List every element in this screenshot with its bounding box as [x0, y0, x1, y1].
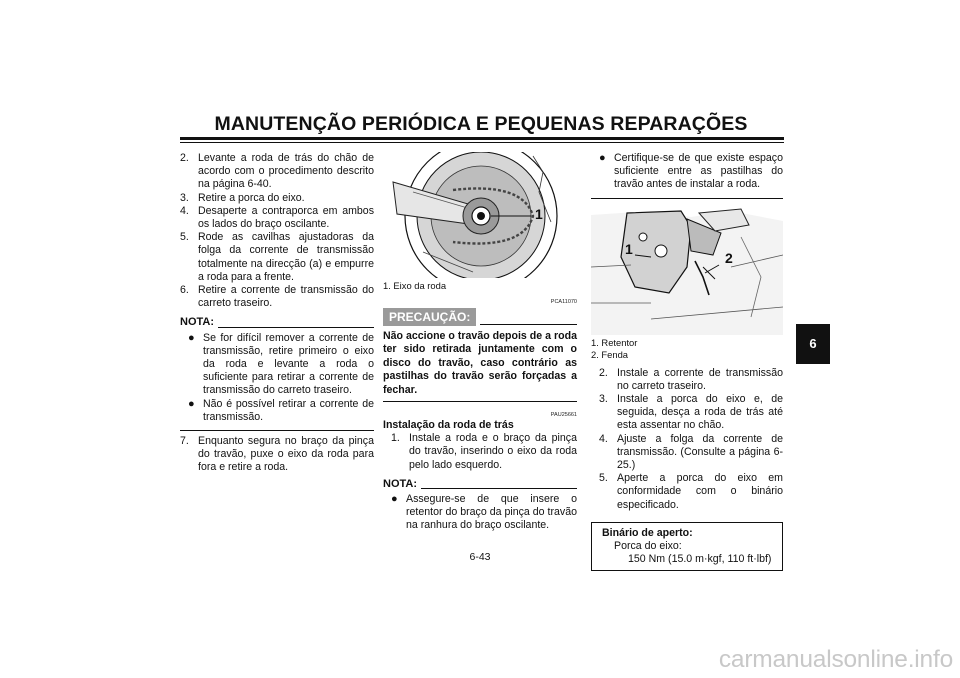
middle-column — [383, 152, 577, 533]
caliper-illustration — [591, 207, 783, 335]
steps-list — [599, 367, 783, 512]
steps-list — [180, 435, 374, 475]
nota-list — [391, 493, 577, 533]
figure-caption — [591, 337, 783, 361]
step-text: Instale a roda e o braço da pinça do travão, inserindo o eixo da roda pelo lado esquerdo. — [409, 432, 577, 471]
nota-heading — [180, 316, 374, 329]
torque-value: 150 Nm (15.0 m·kgf, 110 ft·lbf) — [628, 553, 772, 566]
step-number: 4. — [180, 204, 189, 217]
header-rule — [180, 137, 784, 140]
nota-list — [599, 152, 783, 192]
step-item — [599, 433, 783, 473]
step-text: Instale a corrente de transmissão no carreto traseiro. — [617, 366, 783, 392]
step-number: 6. — [180, 284, 189, 297]
rear-wheel-figure — [383, 152, 577, 278]
step-item — [180, 205, 374, 231]
nota-end-rule — [180, 430, 374, 431]
step-number: 4. — [599, 432, 608, 445]
steps-list — [180, 152, 374, 310]
step-text: Enquanto segura no braço da pinça do travão, puxe o eixo da roda para fora e retire a roda. — [198, 435, 374, 474]
nota-list — [188, 332, 374, 424]
bullet-item — [188, 398, 374, 424]
step-item — [180, 192, 374, 205]
step-item — [180, 231, 374, 284]
figure-callout-1: 1 — [625, 240, 633, 257]
step-text: Instale a porca do eixo e, de seguida, desça a roda de trás até esta assentar no chão. — [617, 393, 783, 432]
step-item — [391, 432, 577, 472]
bullet-item — [188, 332, 374, 398]
header-rule-thin — [180, 142, 784, 143]
bullet-icon: ● — [391, 493, 398, 506]
caliper-figure — [591, 207, 783, 335]
step-number: 2. — [599, 366, 608, 379]
step-text: Rode as cavilhas ajustadoras da folga da corrente de transmissão totalmente na direcção (a) e empurre a roda para a frente. — [198, 231, 374, 283]
caution-end-rule — [383, 401, 577, 402]
figure-caption — [383, 280, 577, 292]
bullet-text: Não é possível retirar a corrente de transmissão. — [203, 397, 374, 423]
step-item — [180, 152, 374, 192]
chapter-tab: 6 — [796, 324, 830, 364]
torque-box — [591, 522, 783, 572]
right-column — [591, 152, 783, 571]
step-text: Retire a corrente de transmissão do carreto traseiro. — [198, 284, 374, 310]
bullet-text: Se for difícil remover a corrente de transmissão, retire primeiro o eixo da roda e levante a roda o suficiente para retirar a corrente de transmissão do carreto traseiro. — [203, 331, 374, 397]
torque-item: Porca do eixo: — [614, 540, 682, 553]
nota-heading — [383, 478, 577, 491]
step-number: 3. — [180, 191, 189, 204]
step-item — [180, 284, 374, 310]
bullet-icon: ● — [188, 397, 195, 410]
step-text: Levante a roda de trás do chão de acordo com o procedimento descrito na página 6-40. — [198, 152, 374, 191]
left-column — [180, 152, 374, 475]
caption-item: 1. Retentor — [591, 336, 638, 348]
nota-label: NOTA: — [180, 316, 215, 329]
step-text: Desaperte a contraporca em ambos os lados do braço oscilante. — [198, 204, 374, 231]
bullet-item — [391, 493, 577, 533]
bullet-text: Certifique-se de que existe espaço suficiente entre as pastilhas do travão antes de instalar a roda. — [614, 152, 783, 191]
step-number: 3. — [599, 393, 608, 406]
bullet-icon: ● — [188, 331, 195, 344]
section-code: PAU25661 — [550, 412, 577, 419]
bullet-end-rule — [591, 198, 783, 199]
caution-text: Não accione o travão depois de a roda ter sido retirada juntamente com o disco do travão, caso contrário as pastilhas do travão serão forçadas a fechar. — [383, 330, 577, 396]
nota-label: NOTA: — [383, 477, 418, 490]
figure-callout-2: 2 — [725, 249, 733, 266]
step-number: 5. — [180, 231, 189, 244]
step-number: 1. — [391, 432, 400, 445]
steps-list — [391, 432, 577, 472]
page-title: MANUTENÇÃO PERIÓDICA E PEQUENAS REPARAÇÕES — [214, 113, 748, 135]
page-number: 6-43 — [469, 551, 491, 563]
rear-axle-illustration — [383, 152, 577, 278]
step-number: 7. — [180, 435, 189, 448]
bullet-text: Assegure-se de que insere o retentor do braço da pinça do travão na ranhura do braço oscilante. — [406, 493, 577, 532]
step-number: 2. — [180, 152, 189, 164]
step-item — [599, 472, 783, 512]
torque-title: Binário de aperto: — [602, 526, 693, 539]
step-item — [599, 367, 783, 393]
caption-item: 2. Fenda — [591, 348, 629, 360]
step-text: Ajuste a folga da corrente de transmissão. (Consulte a página 6-25.) — [617, 432, 783, 472]
step-item — [180, 435, 374, 475]
caution-code: PCA11070 — [550, 299, 577, 305]
bullet-item — [599, 152, 783, 192]
figure-callout: 1 — [535, 206, 543, 222]
step-number: 5. — [599, 472, 608, 485]
caption-item: 1. Eixo da roda — [383, 280, 447, 291]
watermark-link[interactable]: carmanualsonline.info — [718, 646, 953, 673]
bullet-icon: ● — [599, 152, 606, 164]
step-text: Aperte a porca do eixo em conformidade com o binário especificado. — [617, 472, 783, 511]
step-text: Retire a porca do eixo. — [198, 191, 305, 204]
caution-label: PRECAUÇÃO: — [383, 308, 476, 326]
step-item — [599, 393, 783, 433]
section-title: Instalação da roda de trás — [383, 419, 514, 432]
